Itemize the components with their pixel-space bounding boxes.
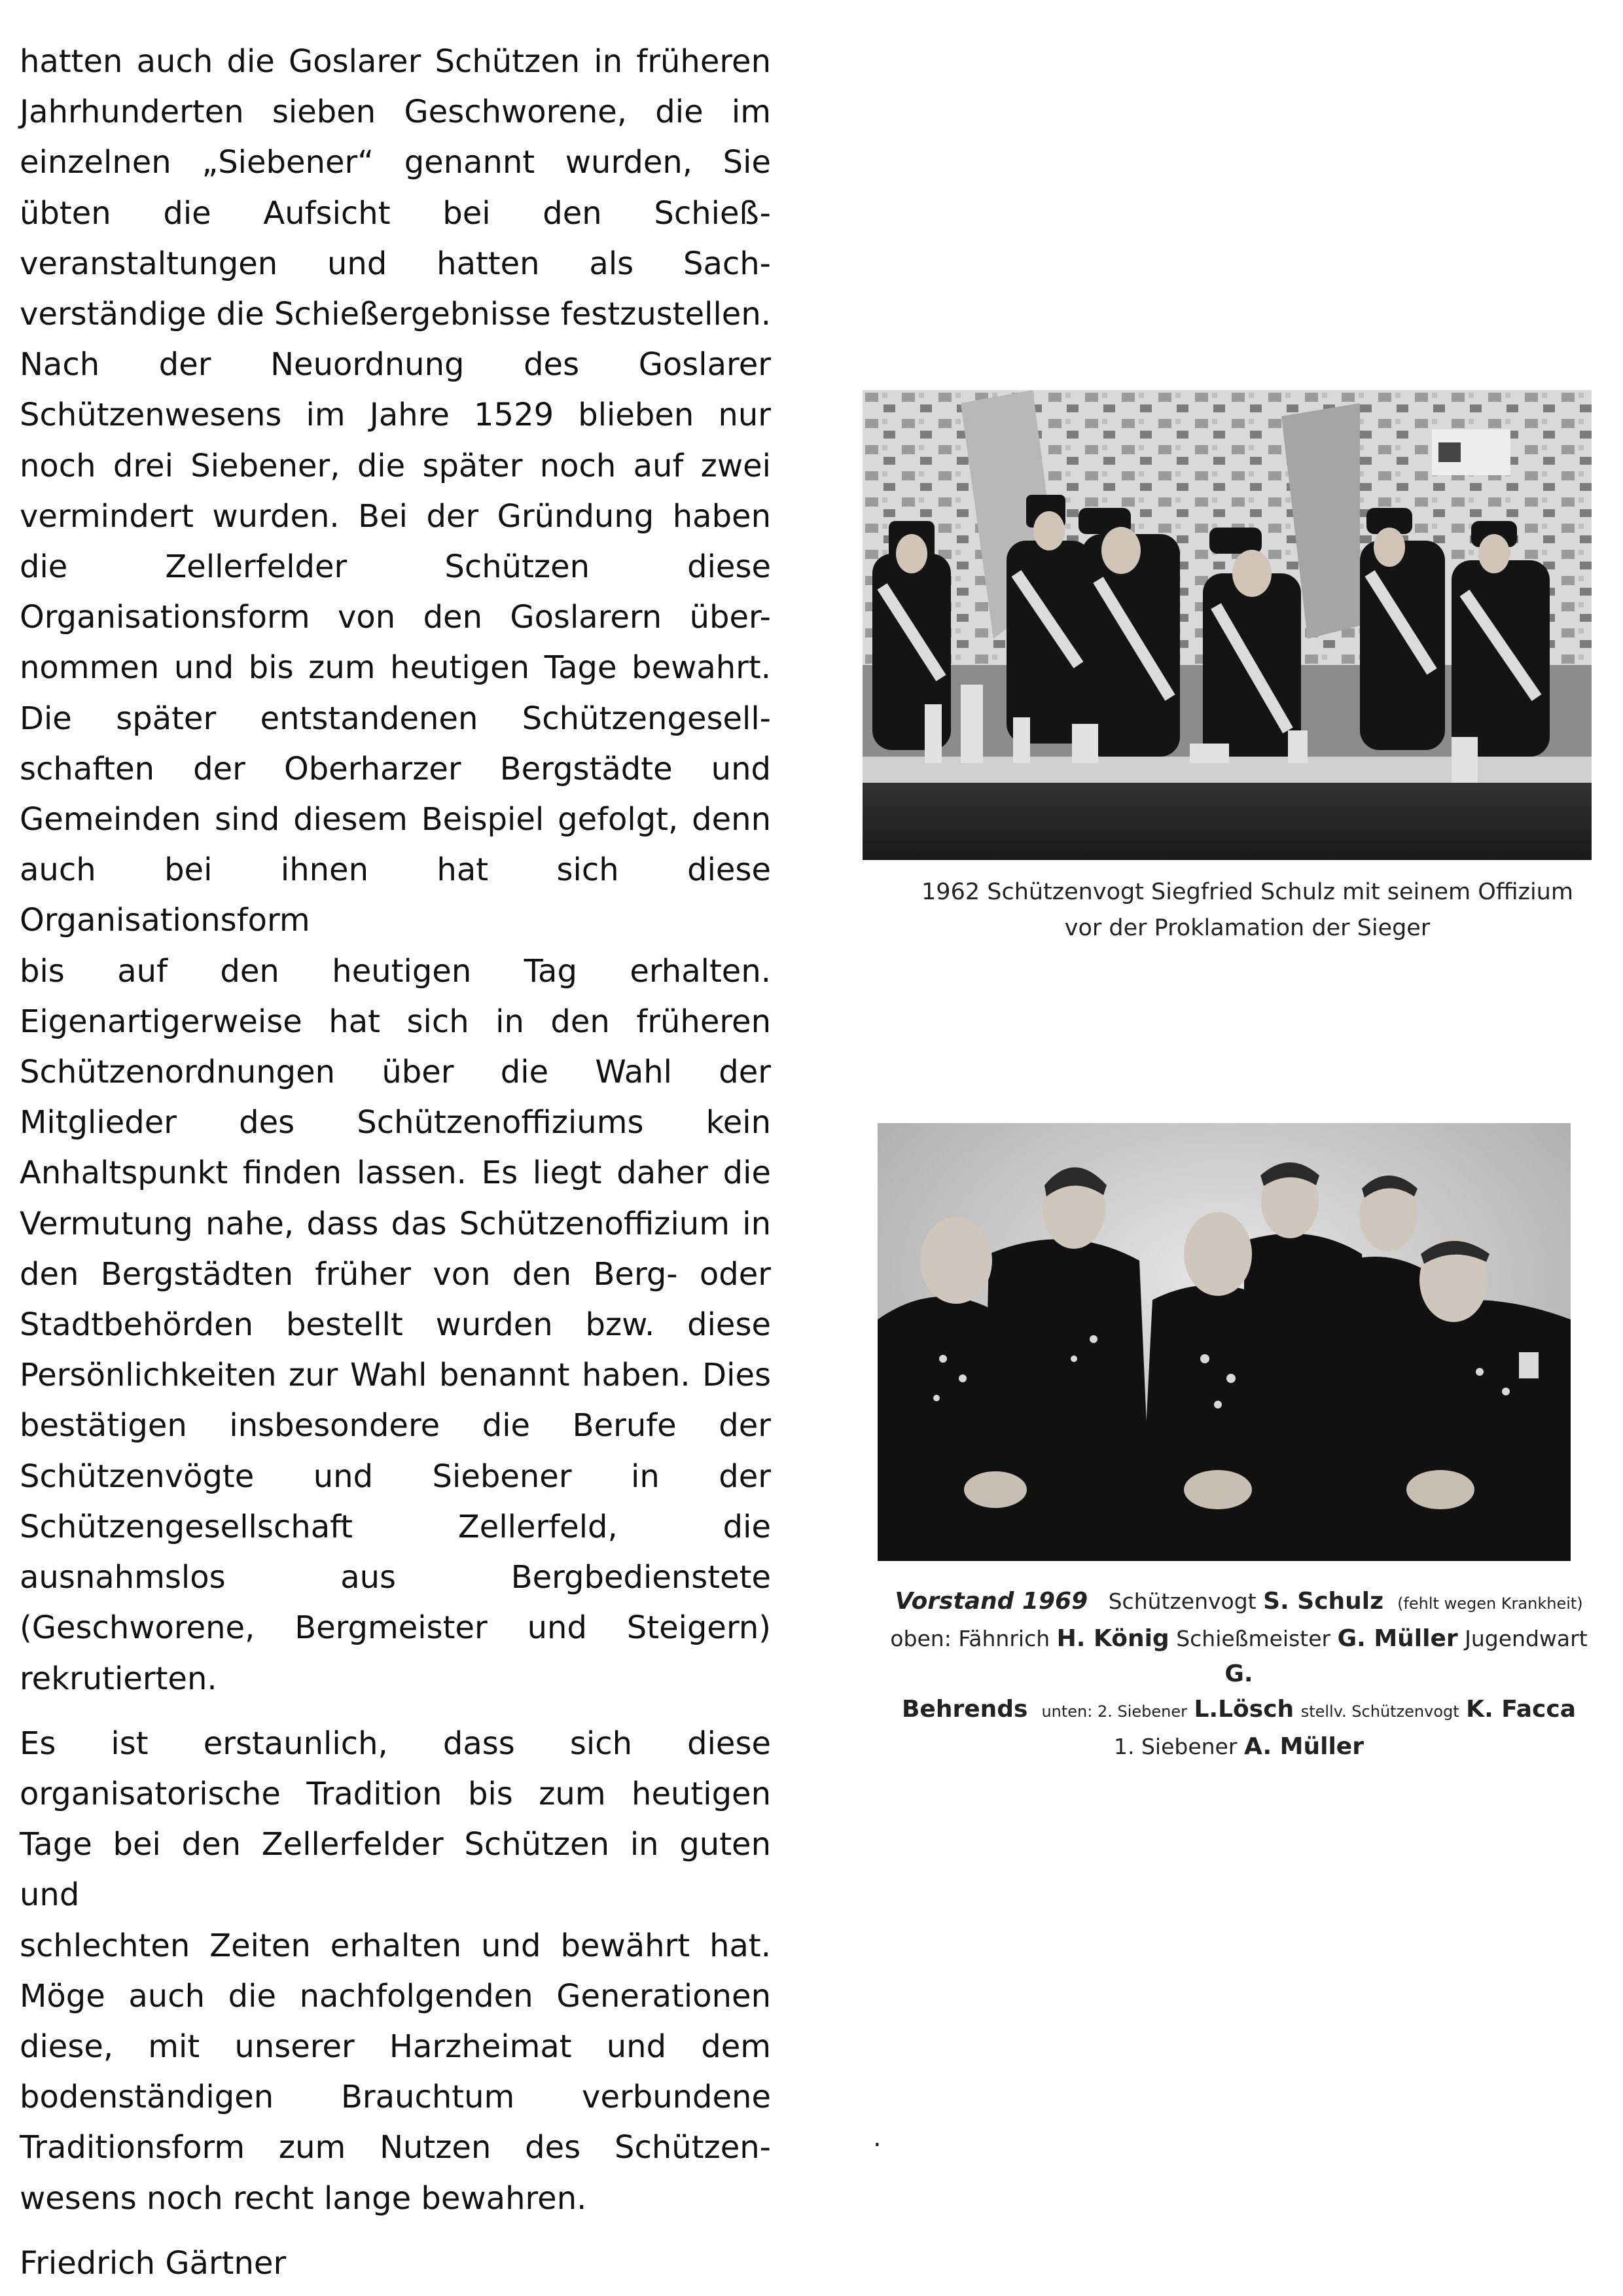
text-line: (Geschworene, Bergmeister und Steigern)	[20, 1609, 771, 1647]
text-line: Jahrhunderten sieben Geschworene, die im	[20, 94, 771, 131]
caption-role: unten: 2. Siebener	[1041, 1702, 1187, 1721]
text-line: Mitglieder des Schützenoffiziums kein	[20, 1104, 771, 1141]
text-line: Die später entstandenen Schützengesell-	[20, 700, 771, 737]
caption-person: K. Facca	[1466, 1696, 1577, 1723]
text-line: Persönlichkeiten zur Wahl benannt haben. Dies	[20, 1357, 771, 1394]
text-line: bis auf den heutigen Tag erhalten.	[20, 952, 771, 990]
text-line: Nach der Neuordnung des Goslarer	[20, 346, 771, 384]
text-line: den Bergstädten früher von den Berg- oder	[20, 1255, 771, 1293]
caption-role: 1. Siebener	[1114, 1734, 1238, 1759]
caption-person: S. Schulz	[1263, 1588, 1384, 1615]
text-line: rekrutierten.	[20, 1660, 217, 1697]
caption-person: L.Lösch	[1194, 1696, 1294, 1723]
caption-role: stellv. Schützenvogt	[1300, 1702, 1459, 1721]
caption-line: vor der Proklamation der Sieger	[1064, 915, 1431, 941]
text-line: Schützenordnungen über die Wahl der	[20, 1054, 771, 1091]
text-line: diese, mit unserer Harzheimat und dem	[20, 2028, 771, 2065]
photo-1962-officium	[863, 390, 1592, 860]
photo-1962-caption	[863, 874, 1623, 946]
text-line: schlechten Zeiten erhalten und bewährt hat.	[20, 1927, 771, 1964]
caption-person: G.	[1224, 1660, 1253, 1687]
text-line: Vermutung nahe, dass das Schützenoffizium in	[20, 1205, 771, 1242]
text-line: bestätigen insbesondere die Berufe der	[20, 1407, 771, 1444]
caption-role: Schießmeister	[1176, 1626, 1331, 1651]
paragraph-2	[20, 1719, 771, 2224]
text-line: organisatorische Tradition bis zum heutigen	[20, 1775, 771, 1812]
text-line: Anhaltspunkt finden lassen. Es liegt daher die	[20, 1155, 771, 1192]
text-line: ausnahmslos aus Bergbedienstete	[20, 1559, 771, 1596]
caption-person: G. Müller	[1337, 1625, 1458, 1652]
text-line: noch drei Siebener, die später noch auf zwei	[20, 447, 771, 484]
caption-note: (fehlt wegen Krankheit)	[1397, 1594, 1583, 1613]
text-line: Tage bei den Zellerfelder Schützen in guten und	[20, 1826, 771, 1914]
text-line: bodenständigen Brauchtum verbundene	[20, 2079, 771, 2116]
text-line: Gemeinden sind diesem Beispiel gefolgt, denn	[20, 801, 771, 838]
caption-role: Jugendwart	[1465, 1626, 1588, 1651]
caption-person: A. Müller	[1243, 1733, 1364, 1760]
caption-person: Behrends	[901, 1696, 1028, 1723]
text-line: Organisationsform von den Goslarern über-	[20, 599, 771, 636]
text-line: vermindert wurden. Bei der Gründung haben	[20, 497, 771, 535]
author-signature: Friedrich Gärtner	[20, 2244, 287, 2282]
text-line: auch bei ihnen hat sich diese Organisationsform	[20, 852, 771, 939]
caption-person: H. König	[1056, 1625, 1169, 1652]
caption-title: Vorstand 1969	[895, 1588, 1088, 1615]
text-line: Möge auch die nachfolgenden Generationen	[20, 1977, 771, 2015]
text-line: Schützengesellschaft Zellerfeld, die	[20, 1508, 771, 1545]
text-line: wesens noch recht lange bewahren.	[20, 2179, 587, 2217]
caption-role: oben: Fähnrich	[890, 1626, 1050, 1651]
text-line: verständige die Schießergebnisse festzustellen.	[20, 296, 771, 333]
text-line: veranstaltungen und hatten als Sach-	[20, 245, 771, 282]
text-line: Schützenvögte und Siebener in der	[20, 1458, 771, 1495]
text-line: Traditionsform zum Nutzen des Schützen-	[20, 2129, 771, 2166]
text-line: Eigenartigerweise hat sich in den früheren	[20, 1003, 771, 1040]
paragraph-1	[20, 37, 771, 1704]
text-line: Stadtbehörden bestellt wurden bzw. diese	[20, 1306, 771, 1344]
text-line: die Zellerfelder Schützen diese	[20, 548, 771, 586]
text-line: schaften der Oberharzer Bergstädte und	[20, 750, 771, 787]
stray-dot: .	[873, 2123, 882, 2153]
caption-role: Schützenvogt	[1108, 1588, 1257, 1614]
text-line: einzelnen „Siebener“ genannt wurden, Sie	[20, 144, 771, 181]
text-line: nommen und bis zum heutigen Tage bewahrt.	[20, 649, 771, 687]
article-body	[20, 37, 771, 2289]
text-line: hatten auch die Goslarer Schützen in früheren	[20, 43, 771, 80]
text-line: Schützenwesens im Jahre 1529 blieben nur	[20, 397, 771, 434]
photo-vorstand-1969	[878, 1123, 1571, 1561]
photo-1969-caption	[877, 1584, 1601, 1765]
caption-line: 1962 Schützenvogt Siegfried Schulz mit seinem Offizium	[921, 879, 1573, 905]
text-line: Es ist erstaunlich, dass sich diese	[20, 1725, 771, 1762]
text-line: übten die Aufsicht bei den Schieß-	[20, 194, 771, 232]
